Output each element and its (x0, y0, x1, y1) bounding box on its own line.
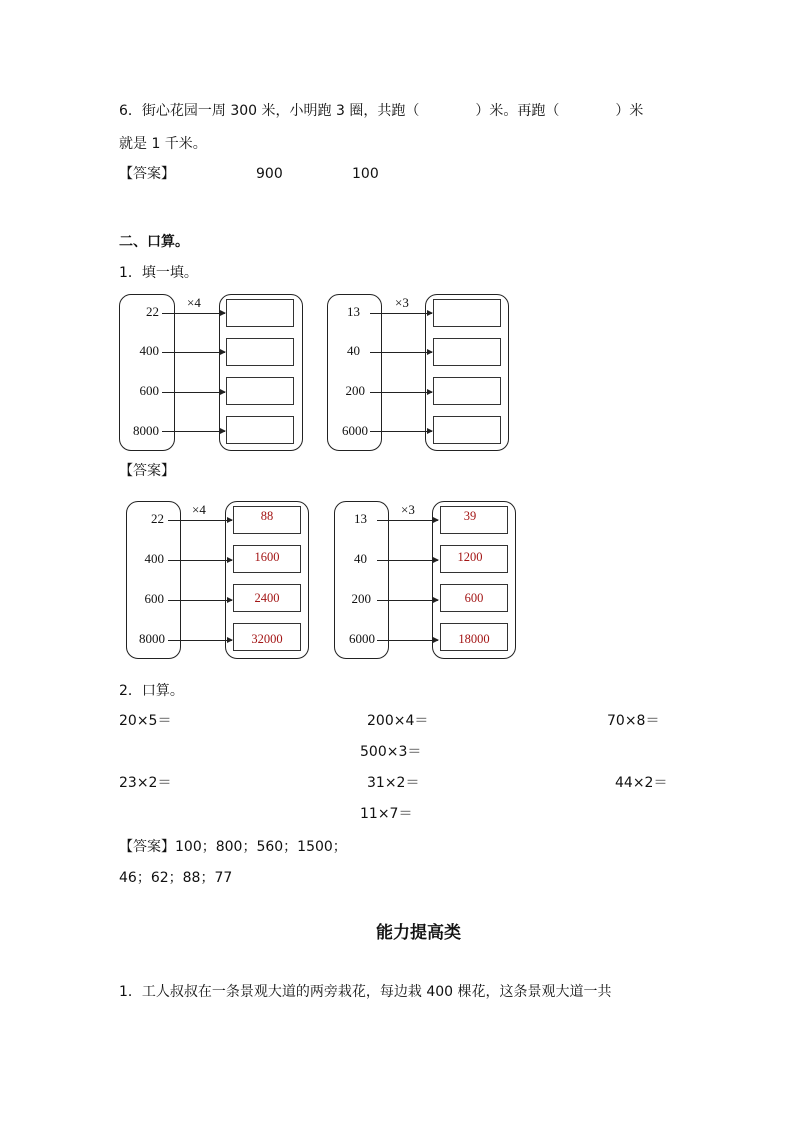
q6-line1: 6．街心花园一周 300 米，小明跑 3 圈，共跑（ ）米。再跑（ ）米 (119, 103, 644, 119)
answer-value: 32000 (251, 632, 283, 646)
arrow-icon (168, 640, 232, 641)
input-number: 400 (139, 343, 159, 358)
expression: 11×7＝ (360, 806, 413, 822)
answer-label: 【答案】 (119, 463, 175, 479)
input-number: 400 (144, 551, 164, 566)
operator-label: ×3 (395, 295, 409, 310)
answer-value: 600 (464, 591, 484, 605)
input-number: 40 (347, 343, 360, 358)
operator-label: ×4 (187, 295, 201, 310)
answer-box[interactable] (226, 377, 294, 405)
answer-value: 18000 (458, 632, 490, 646)
input-number: 6000 (342, 423, 368, 438)
q6-answer-label: 【答案】 (119, 166, 175, 182)
arrow-icon (377, 600, 438, 601)
arrow-icon (168, 600, 232, 601)
answers-line-1: 【答案】100；800；560；1500； (119, 839, 347, 855)
answer-box[interactable] (433, 416, 501, 444)
answer-box[interactable] (433, 338, 501, 366)
answer-value: 2400 (254, 591, 280, 605)
input-number: 40 (354, 551, 367, 566)
input-number: 22 (151, 511, 164, 526)
input-number: 600 (144, 591, 164, 606)
expression: 31×2＝ (367, 775, 420, 791)
operator-label: ×4 (192, 502, 206, 517)
arrow-icon (162, 352, 225, 353)
arrow-icon (370, 313, 432, 314)
expression: 20×5＝ (119, 713, 172, 729)
input-number: 22 (146, 304, 159, 319)
answer-box[interactable] (226, 338, 294, 366)
arrow-icon (370, 352, 432, 353)
answer-value: 88 (260, 509, 274, 523)
answer-box[interactable] (226, 416, 294, 444)
answer-box[interactable] (226, 299, 294, 327)
arrow-icon (370, 392, 432, 393)
answer-value: 39 (463, 509, 477, 523)
input-number: 200 (345, 383, 365, 398)
arrow-icon (377, 560, 438, 561)
arrow-icon (168, 560, 232, 561)
arrow-icon (162, 313, 225, 314)
answer-box[interactable] (433, 299, 501, 327)
answer-value: 1200 (457, 550, 483, 564)
input-number: 8000 (139, 631, 165, 646)
expression: 500×3＝ (360, 744, 422, 760)
q6-answer-2: 100 (352, 166, 379, 182)
expression: 70×8＝ (607, 713, 660, 729)
arrow-icon (162, 431, 225, 432)
question-title: 2．口算。 (119, 683, 184, 699)
section-title: 能力提高类 (376, 923, 461, 943)
input-number: 13 (354, 511, 367, 526)
section-heading: 二、口算。 (119, 234, 189, 250)
answers-line-2: 46；62；88；77 (119, 870, 233, 886)
q6-line2: 就是 1 千米。 (119, 136, 207, 152)
arrow-icon (168, 520, 232, 521)
arrow-icon (162, 392, 225, 393)
expression: 200×4＝ (367, 713, 429, 729)
expression: 44×2＝ (615, 775, 668, 791)
answer-value: 1600 (254, 550, 280, 564)
question-title: 1．填一填。 (119, 265, 198, 281)
input-number: 200 (351, 591, 371, 606)
q6-answer-1: 900 (256, 166, 283, 182)
input-number: 6000 (349, 631, 375, 646)
answer-box[interactable] (433, 377, 501, 405)
expression: 23×2＝ (119, 775, 172, 791)
ability-question-1: 1．工人叔叔在一条景观大道的两旁栽花，每边栽 400 棵花，这条景观大道一共 (119, 984, 612, 1000)
input-number: 8000 (133, 423, 159, 438)
arrow-icon (377, 640, 438, 641)
arrow-icon (377, 520, 438, 521)
input-number: 600 (139, 383, 159, 398)
arrow-icon (370, 431, 432, 432)
operator-label: ×3 (401, 502, 415, 517)
input-number: 13 (347, 304, 360, 319)
